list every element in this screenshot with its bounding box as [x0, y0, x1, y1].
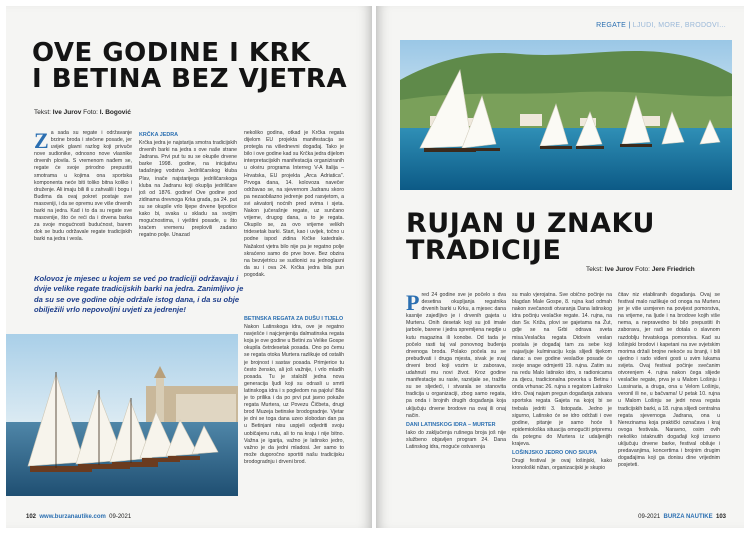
left-col2-text: Krčka jedra je najstarija smotra tradicijskih drvenih barki na jedra s ove naše strane Jadrana. Prvi put tu su se okupile drvene barke 1998. godine, na inicijativu tadašnjeg vodstva Jedriličarskog kluba Plav, inače najstarijega jedriličarskoga kluba na Jadranu koji okuplja jedriličare još od 1876. godine! Ove godine pod zidinama drevnoga Krka grada, pa 24. put su se okupile vrlo lijepe drvene ljepotice kako bi, svaka u skladu sa svojim mogućnostima, i vještini posade, u što kraćem vremenu preplovili zadano regatno polje. Unazad: [139, 140, 237, 239]
left-col3-text: nekoliko godina, otkad je Krčka regata dijelom EU projekta manifestacija se protegla na višednevni događaj. Tako je bilo i ove godine kad su Krčka jedra dijelom interpretacijskih manifestacija organiziranih u okviru programa Interreg V-A Italija – Hrvatska, EU projekta „Arca Adriatica". Prvoga dana, 14. kolovoza navečer održavao se, na sjevernom Jadranu skoro pa nezaobilazno jedrenje pod rasvjetom, a svi akvatorij noćnih pred svima i sjeta. Nakon jučerašnje regate, uz sunčano vrijeme, drugog dana, a to je regata. Okupilo se, za ovo vrijeme velikih tridesetak barki. Start, kao i uvijek, točno u podne ispod zidina Krčke katedrale. Nažalost vjetra bilo nije pa je regatno polje skraćeno samo do prve bove. Bez obzira na bezvjetricu se sudionici su jednoglasni da su i ova 24. Krčka jedra bila pun pogodak.: [244, 130, 344, 278]
magazine-spread: [6, 6, 744, 528]
credit-text-author: Ive Jurov: [604, 266, 634, 273]
right-col2b-text: Drugi festival je ovaj lošinjski, kako kronološki nižan, organizacijski je skupio: [512, 458, 612, 472]
right-credit: [586, 266, 695, 273]
right-headline: [406, 210, 726, 264]
left-photo-sailboats: [6, 334, 238, 496]
right-footer-date: 09-2021: [638, 514, 661, 520]
credit-photo-author: Jere Friedrich: [651, 266, 695, 273]
left-headline-line-2: I BETINA BEZ VJETRA: [32, 64, 348, 94]
right-page-number: 103: [715, 514, 726, 520]
right-headline-line-2: TRADICIJE: [406, 235, 562, 266]
right-col1-text: red 24 godine sve je počelo s dva desetina okupljanja regatnika drvenih barki u Krku, a mjesec dana kasnije zajedljivo je i drvenih gajeta u Murteru. Onih desetak koji su još imale jarbole, barene i jedra spremljena negdje u kutu magazina ili konobe. Od tada je počelo rasti taj val ponovnog buđenja drvenoga broda. Polako počela su se prebuđivati i druga mjesta, sivak je svaj drveni brod koji vozim iz zaborava, udahnuti mu novi život. Kroz godine manifestacije su rasle, razvijale se, tražile su se sljedeći, i stvarala se stanovita tradicija u organizaciji, zbog samo regata, pa onda i brojnih drugih događanja koja uključuju drvene brodove na ovaj ili onaj način.: [406, 292, 506, 419]
section-tag-prefix: REGATE |: [596, 22, 631, 29]
left-column-3: [244, 130, 344, 310]
left-column-3b: [244, 314, 344, 502]
subheading-dani-latinskog-idra: DANI LATINSKOG IDRA – MURTER: [406, 421, 496, 428]
left-credit: [34, 109, 131, 116]
subheading-losinjsko-jedro: LOŠINJSKO JEDRO ONO SKUPA: [512, 450, 597, 457]
credit-photo-author: I. Bogović: [99, 109, 131, 116]
right-column-3: [618, 292, 720, 502]
left-headline-line-1: OVE GODINE I KRK: [32, 38, 311, 68]
footer-url[interactable]: www.burzanautike.com: [39, 514, 106, 520]
pull-quote: Kolovoz je mjesec u kojem se već po tradiciji održavaju i dvije velike regate tradicijskih barki na jedra. Zanimljivo je da su se ove godine obje održale istog dana, i da su obje obilježili vrlo nepovoljni uvjeti za jedrenje!: [34, 274, 244, 315]
credit-text-label: Tekst:: [34, 109, 51, 116]
left-column-1: [34, 130, 132, 270]
left-col1-text: a sada su regate i održavanje brzine broda i stečene posade, jer uvijek glavni razlog koji privuče nove sudionike, odnosno nove vlasnike drvenih plovila. S vremenom nađem se, regate će svoje prirodno prepustiti smotrama u kojima ona sportska komponenta neće biti toliko bitna koliko i druženje. Ali imaju bili ili u zahvalili i bogu i Budima da ovaj pokret postaje sve masovniji, i da se opremu sve više drvenih barki na jedra. Kad i to da su regate sve masovnije, što će reći da i drvena barka za svoje mogućnosti budućnost, barem dok se budu održavale regate tradicijskih barki na jedra i vesla.: [34, 130, 132, 243]
left-column-2: [139, 130, 237, 270]
right-column-2: [512, 292, 612, 502]
left-page-number: 102: [26, 514, 37, 520]
credit-photo-label: Foto:: [83, 109, 98, 116]
right-footer: [638, 514, 726, 520]
right-col2-text: su malo vjerojatna. Sve obično počinje na blagdan Male Gospe, 8. rujna kad odmah nakon svečanosti otvaranja Dana latinskog idra počinju veslačke regate. 14. rujna, na dan Sv. Križa, plovi se gajetama na Žut, gdje se na Grbi odrava sveta misa.Veslačka regata Didovin veslan postala je događaj tam za sebe koji najavljuje kulminaciju koja slijedi tijekom dana: a ove godine veslačke posade će svoje snage odmjeriti 19. rujna. Zatim su na redu Malo latinsko idro, s radionicama za djecu, tradicionalna povorka u Betinu i onda vrhunac 26. rujna s regatom Latinsko idro. Ovaj najam pregun događanja zatvara sportska regata Gajeta na kojoj bi se trebala jedriti 3. listopada. Jedno je sigurno, Latinsko će se idro održati i ove godine, pitanje je samo hoće li epidemiološka situacija omogućiti pripremu da potegnu do Murtera iz udaljenijih krajeva.: [512, 292, 612, 447]
left-headline: [32, 40, 362, 92]
credit-text-author: Ive Jurov: [52, 109, 82, 116]
right-page: [376, 6, 744, 528]
credit-photo-label: Foto:: [635, 266, 650, 273]
right-col1b-text: Iako do zaključenja rušnega broja još nije službeno objavljen program 24. Dana Latinskog idra, moguće ostvarenja: [406, 429, 506, 450]
regatta-bay-image: [400, 40, 732, 190]
section-tag-rest: LJUDI, MORE, BRODOVI...: [632, 22, 726, 29]
footer-magazine-name: BURZA NAUTIKE: [663, 514, 713, 520]
dropcap: P: [406, 292, 420, 315]
right-col3-text: čitav niz etabliranih događanja. Ovaj se festival malo razlikuje od onoga na Murteru jer je više usmjeren na povijest pomorstva, na vrijeme, na ljude i na brodove kojih više nema, a nepravedno bi bilo prepustiti ih zaboravu, jer radi se dotala o slavnom razdoblju hrvatskoga pomorstva. Kad su lošinjski brodovi i kapetani na sve svjetskim morima držali brojne nekoće su branji, i bili ujedno i rado viđeni gosti u svim lukama svijeta. Ovaj festival počinje svečanim otvorenjem 4. rujna nakon čega slijede veslačke regate, prva je u Malom Lošinju i Lussinaria, a druga, ona u Velom Lošinju, veronil ili ne, u bačvama! U petak 10. rujna u Malom Lošinju se jedri nova regata tradicijskih barki, a 18. rujna slijedi centralna regata sjevernoga Jadrana, ona u Nerezinama koja praktički označava i kraj ovoga festivala. Naravno, osim ovih nekoliko istaknutih događaji koji izravno uključuju drvene barke, festival obiluje i predavanjima, koncertima i brojnim drugim događajima koji ga donisu dine vrijednim posjeteti.: [618, 292, 720, 469]
right-column-1: [406, 292, 506, 502]
left-col3b-text: Nakon Latinskoga idra, ove je regatno navješće i najcjenjenija dalmatinska regata koja je ove godine u Betini za Velike Gospe okupila četrdesetak posada. Ono po čemu se regata otoka Murtera razlikuje od ostalih je brojnost i sastav posada. Primjerice tu često žensko, ali još važnije, i vrlo mladih posada. Tu je staložil jedna nova generacija ljudi koji su odrasli u smrti latinskoga idra i s pogledom na pajolu! Bila je to prilika i da po prvi put javno pokaže regata Murtera, uz Povezu Čičbeta, drugi brod Muzeja betinske brodogradnje. Vjetar je dni se toga dana uzeo slobodan dan pa u Betinjani nisu uspjeli odjedriti svoju uobičajenu rutu, ali to na kraju i nije bitno. Važna je igarija, važno je latinsko jedro, važno je da jedni mladosi. Jer samo to može dugoročno sportiti našu tradicijsku brodogradnju i drveni brod.: [244, 324, 344, 465]
left-footer: [26, 514, 131, 520]
right-photo-regatta: [400, 40, 732, 190]
subheading-krcka-jedra: KRČKA JEDRA: [139, 132, 179, 138]
right-headline-line-1: RUJAN U ZNAKU: [406, 208, 655, 239]
credit-text-label: Tekst:: [586, 266, 603, 273]
dropcap: Z: [34, 130, 49, 153]
left-page: [6, 6, 372, 528]
left-footer-date: 09-2021: [109, 514, 132, 520]
section-tag: [596, 22, 726, 29]
subheading-betinska-regata: BETINSKA REGATA ZA DUŠU I TIJELO: [244, 316, 344, 322]
sailboats-harbor-image: [6, 334, 238, 496]
